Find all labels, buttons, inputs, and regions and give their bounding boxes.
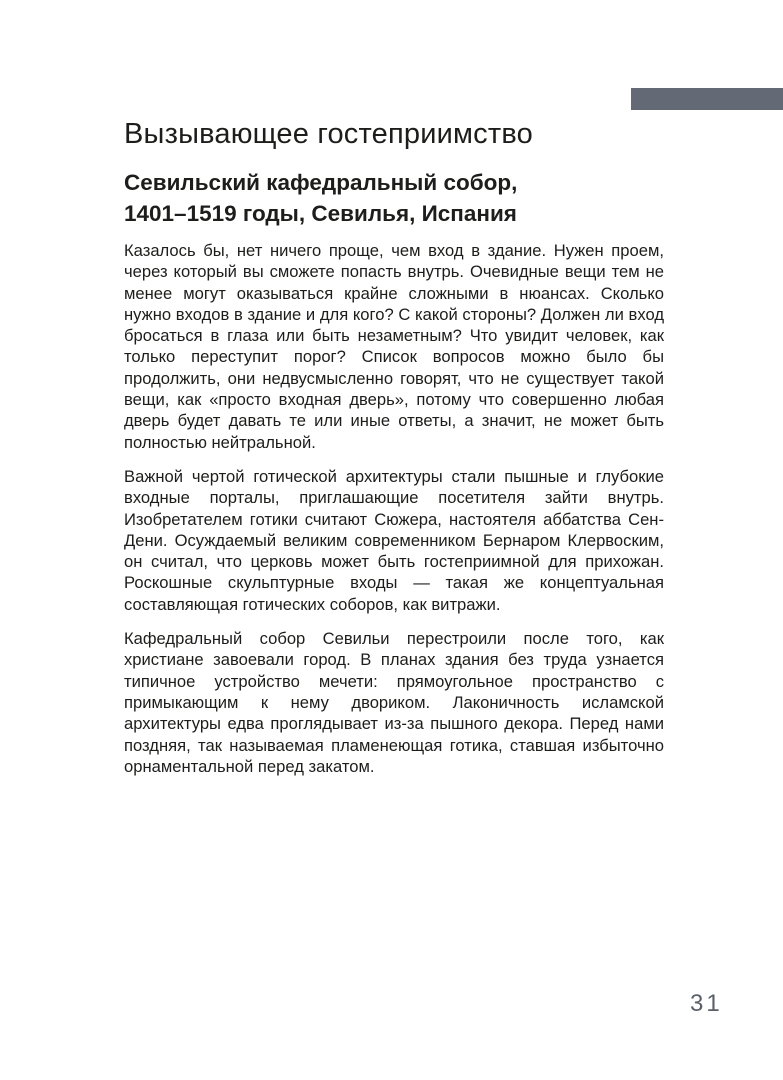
paragraph-1: Казалось бы, нет ничего проще, чем вход в здание. Нужен проем, через который вы сможете попасть внутрь. Очевидные вещи тем не менее могут оказываться крайне сложными в нюансах. Сколько нужно входов в здание и для кого? С какой стороны? Должен ли вход бросаться в глаза или быть незаметным? Что увидит человек, как только переступит порог? Список вопросов можно было бы продолжить, они недвусмысленно говорят, что не существует такой вещи, как «просто входная дверь», потому что совершенно любая дверь будет давать те или иные ответы, а значит, не может быть полностью нейтральной. xyxy=(124,241,664,452)
header-bar xyxy=(631,88,783,110)
body-text xyxy=(124,240,664,790)
page-title: Вызывающее гостеприимство xyxy=(124,118,533,150)
paragraph-3: Кафедральный собор Севильи перестроили после того, как христиане завоевали город. В планах здания без труда узнается типичное устройство мечети: прямоугольное пространство с примыкающим к нему двориком. Лаконичность исламской архитектуры едва проглядывает из-за пышного декора. Перед нами поздняя, так называемая пламенеющая готика, ставшая избыточно орнаментальной перед закатом. xyxy=(124,629,664,776)
page-number: 31 xyxy=(690,990,723,1017)
subtitle xyxy=(124,167,517,229)
subtitle-line-2: 1401–1519 годы, Севилья, Испания xyxy=(124,201,517,226)
paragraph-2: Важной чертой готической архитектуры стали пышные и глубокие входные порталы, приглашающие посетителя зайти внутрь. Изобретателем готики считают Сюжера, настоятеля аббатства Сен-Дени. Осуждаемый великим современником Бернаром Клервоским, он считал, что церковь может быть гостеприимной для прихожан. Роскошные скульптурные входы — такая же концептуальная составляющая готических соборов, как витражи. xyxy=(124,466,664,614)
subtitle-line-1: Севильский кафедральный собор, xyxy=(124,170,518,195)
